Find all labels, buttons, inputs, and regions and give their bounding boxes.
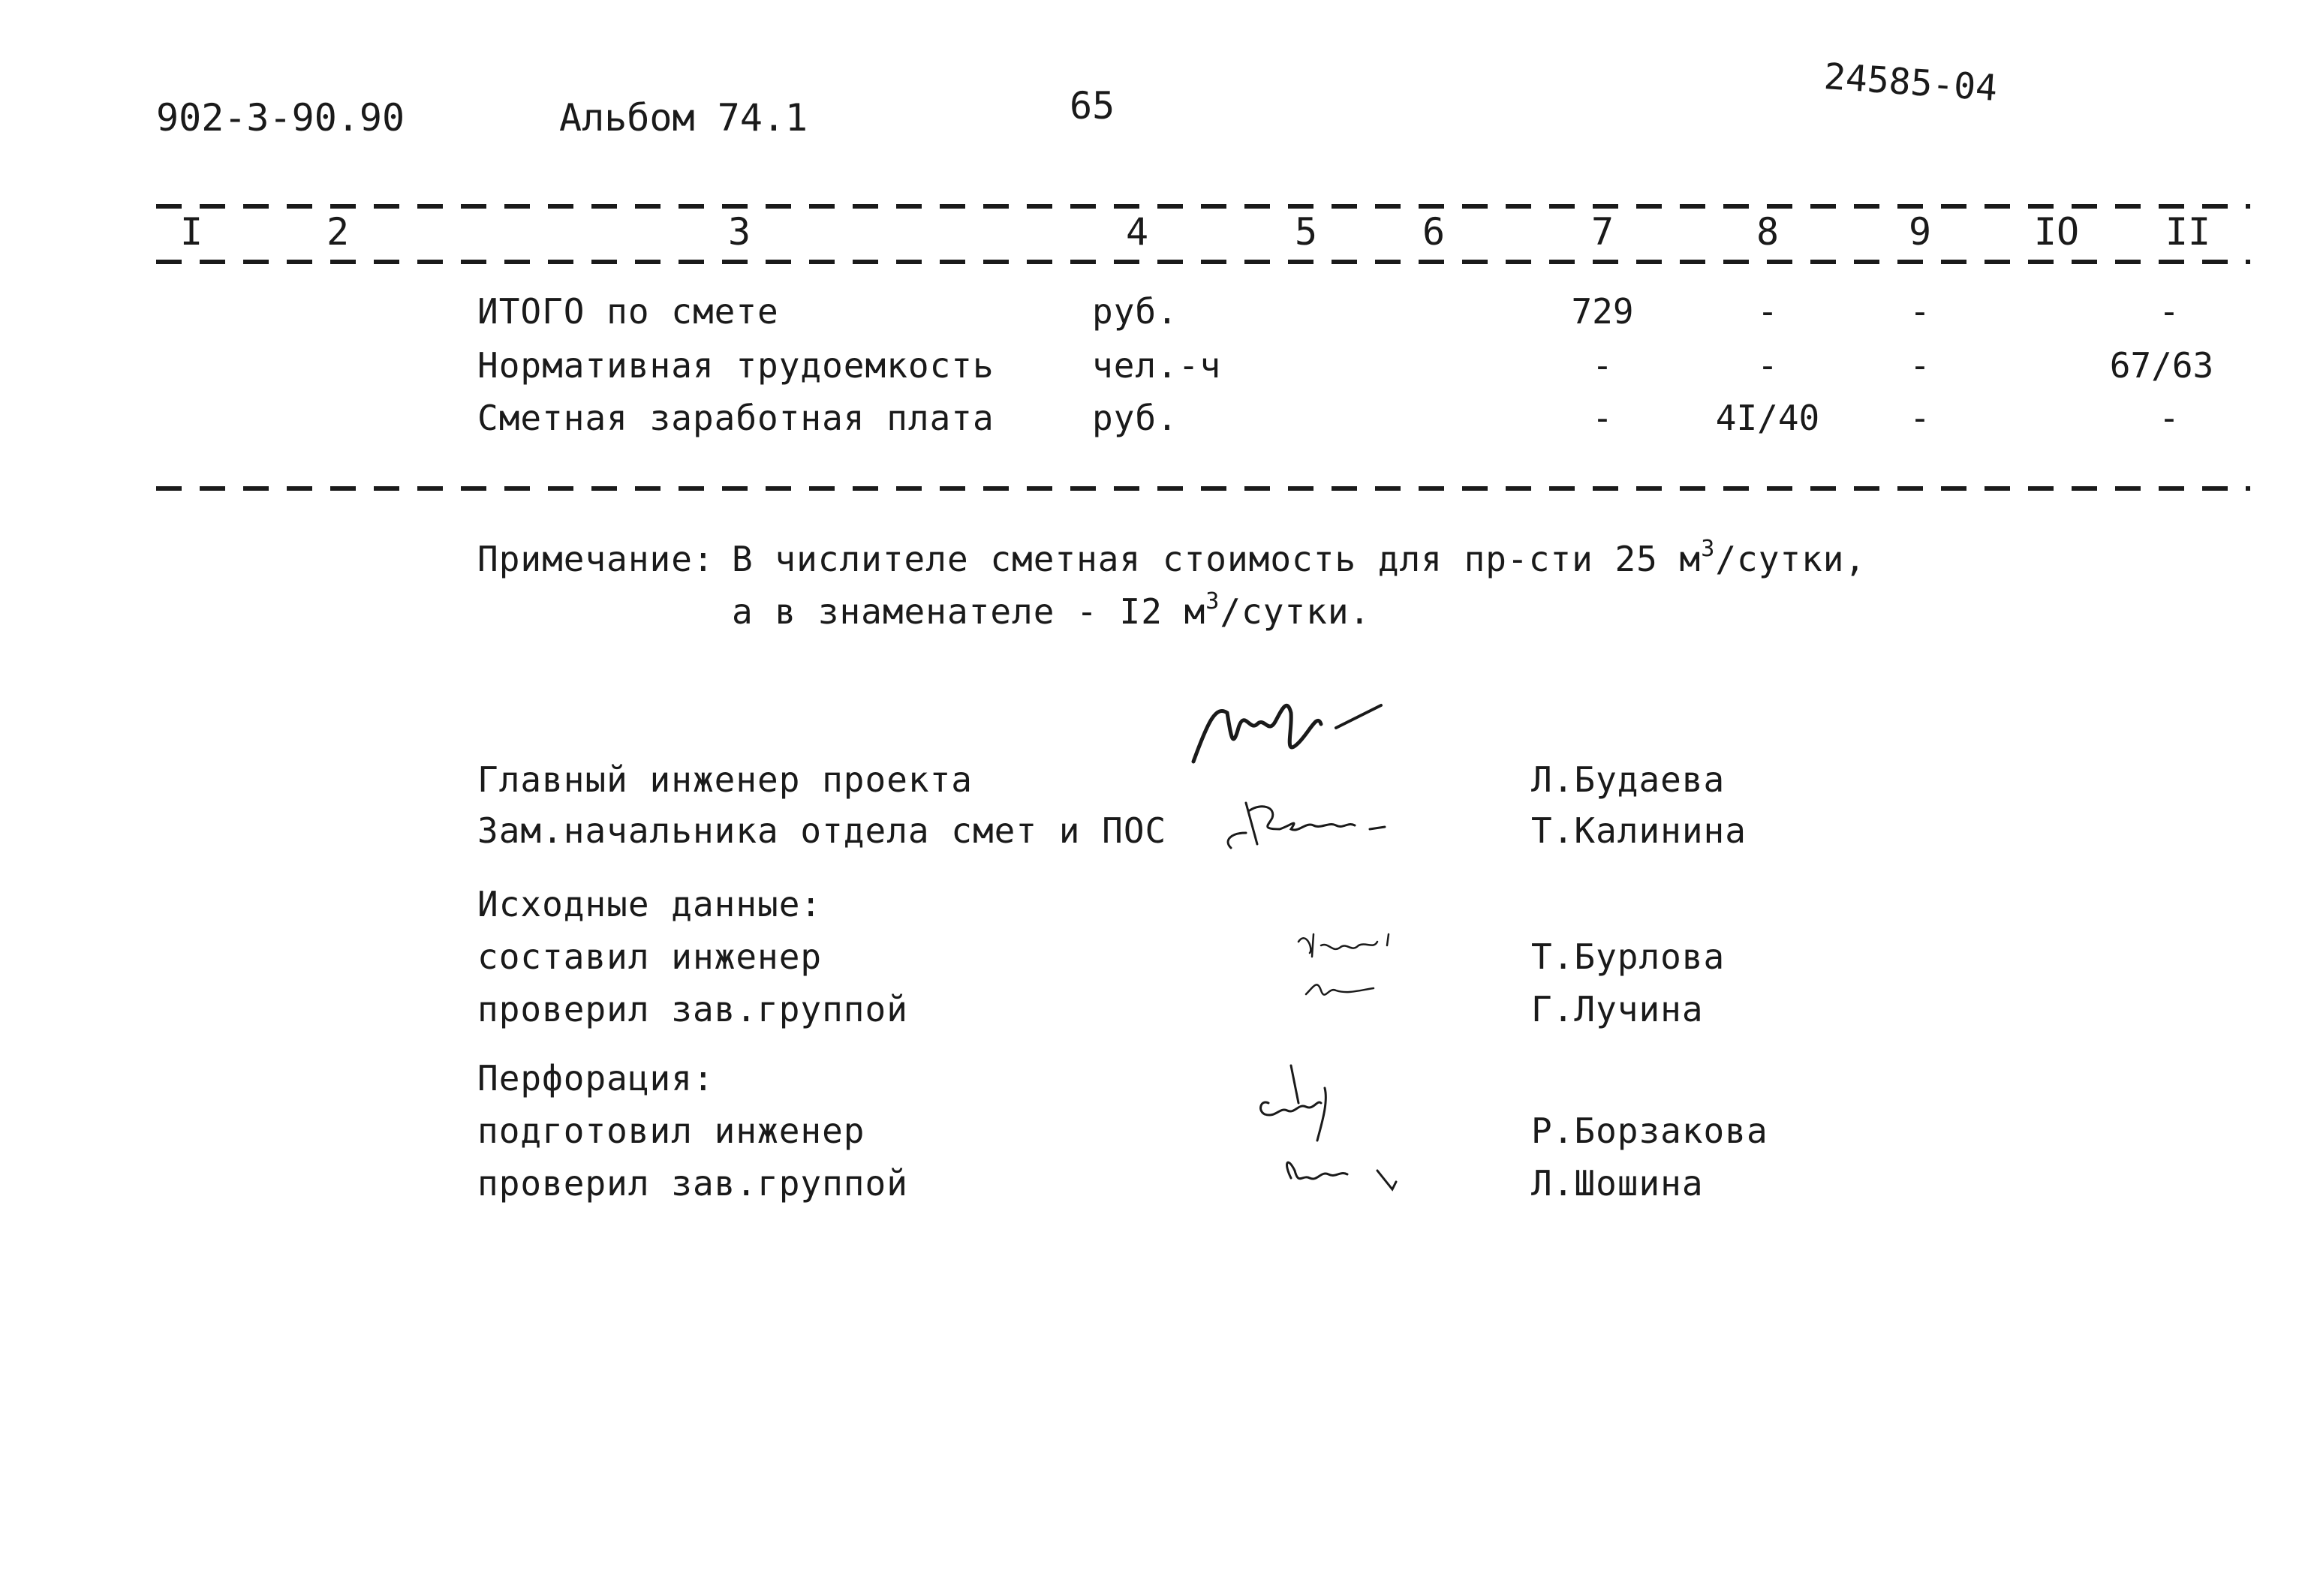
column-number: 5 — [1294, 210, 1318, 254]
handwritten-signature — [1291, 919, 1471, 1017]
cell-col7: - — [1592, 345, 1613, 386]
column-number: 6 — [1422, 210, 1446, 254]
page-number: 65 — [1070, 84, 1115, 128]
signature-role: составил инженер — [477, 936, 823, 977]
cell-col9: - — [1909, 398, 1930, 438]
row-name: Нормативная трудоемкость — [477, 345, 995, 386]
cell-col8: 4I/40 — [1715, 398, 1820, 438]
header-bottom-rule — [156, 260, 2250, 264]
column-number: 2 — [326, 210, 350, 254]
handwritten-signature — [1216, 788, 1411, 855]
signature-role: проверил зав.группой — [477, 989, 908, 1029]
cell-col7: - — [1592, 398, 1613, 438]
signature-role: Зам.начальника отдела смет и ПОС — [477, 810, 1167, 851]
signature-name: Т.Калинина — [1531, 810, 1747, 851]
row-unit: руб. — [1092, 291, 1178, 332]
cell-col8: - — [1757, 291, 1778, 332]
row-name: ИТОГО по смете — [477, 291, 779, 332]
row-unit: руб. — [1092, 398, 1178, 438]
doc-code: 902-3-90.90 — [156, 96, 405, 140]
column-number: 3 — [727, 210, 751, 254]
signature-role: подготовил инженер — [477, 1111, 865, 1151]
source-data-heading: Исходные данные: — [477, 884, 823, 924]
cell-col8: - — [1757, 345, 1778, 386]
column-number: 9 — [1908, 210, 1932, 254]
cell-col11: - — [2159, 398, 2180, 438]
column-number: II — [2165, 210, 2211, 254]
row-unit: чел.-ч — [1092, 345, 1222, 386]
column-number: 4 — [1125, 210, 1149, 254]
cell-col11: 67/63 — [2109, 345, 2214, 386]
column-number: IO — [2033, 210, 2080, 254]
archive-number: 24585-04 — [1822, 56, 1999, 110]
signature-name: Р.Борзакова — [1531, 1111, 1768, 1151]
cell-col9: - — [1909, 291, 1930, 332]
column-number: 7 — [1590, 210, 1614, 254]
signature-role: проверил зав.группой — [477, 1163, 908, 1204]
note-line-1: В числителе сметная стоимость для пр-сти 25 $м^3$/сутки, — [732, 536, 1867, 579]
table-top-rule — [156, 204, 2250, 209]
note-line-2: а в знаменателе - I2 $м^3$/сутки. — [732, 588, 1371, 632]
cell-col11: - — [2159, 291, 2180, 332]
note-label: Примечание: — [477, 539, 715, 579]
table-bottom-rule — [156, 486, 2250, 491]
signature-name: Л.Будаева — [1531, 759, 1726, 800]
signature-name: Г.Лучина — [1531, 989, 1704, 1029]
signature-name: Л.Шошина — [1531, 1163, 1704, 1204]
row-name: Сметная заработная плата — [477, 398, 995, 438]
signature-role: Главный инженер проекта — [477, 759, 973, 800]
signature-name: Т.Бурлова — [1531, 936, 1726, 977]
cell-col9: - — [1909, 345, 1930, 386]
column-number: I — [179, 210, 203, 254]
handwritten-signature — [1246, 1058, 1441, 1216]
album-label: Альбом 74.1 — [559, 96, 808, 140]
column-number: 8 — [1756, 210, 1780, 254]
handwritten-signature — [1186, 690, 1411, 773]
cell-col7: 729 — [1571, 291, 1634, 332]
perforation-heading: Перфорация: — [477, 1058, 715, 1099]
